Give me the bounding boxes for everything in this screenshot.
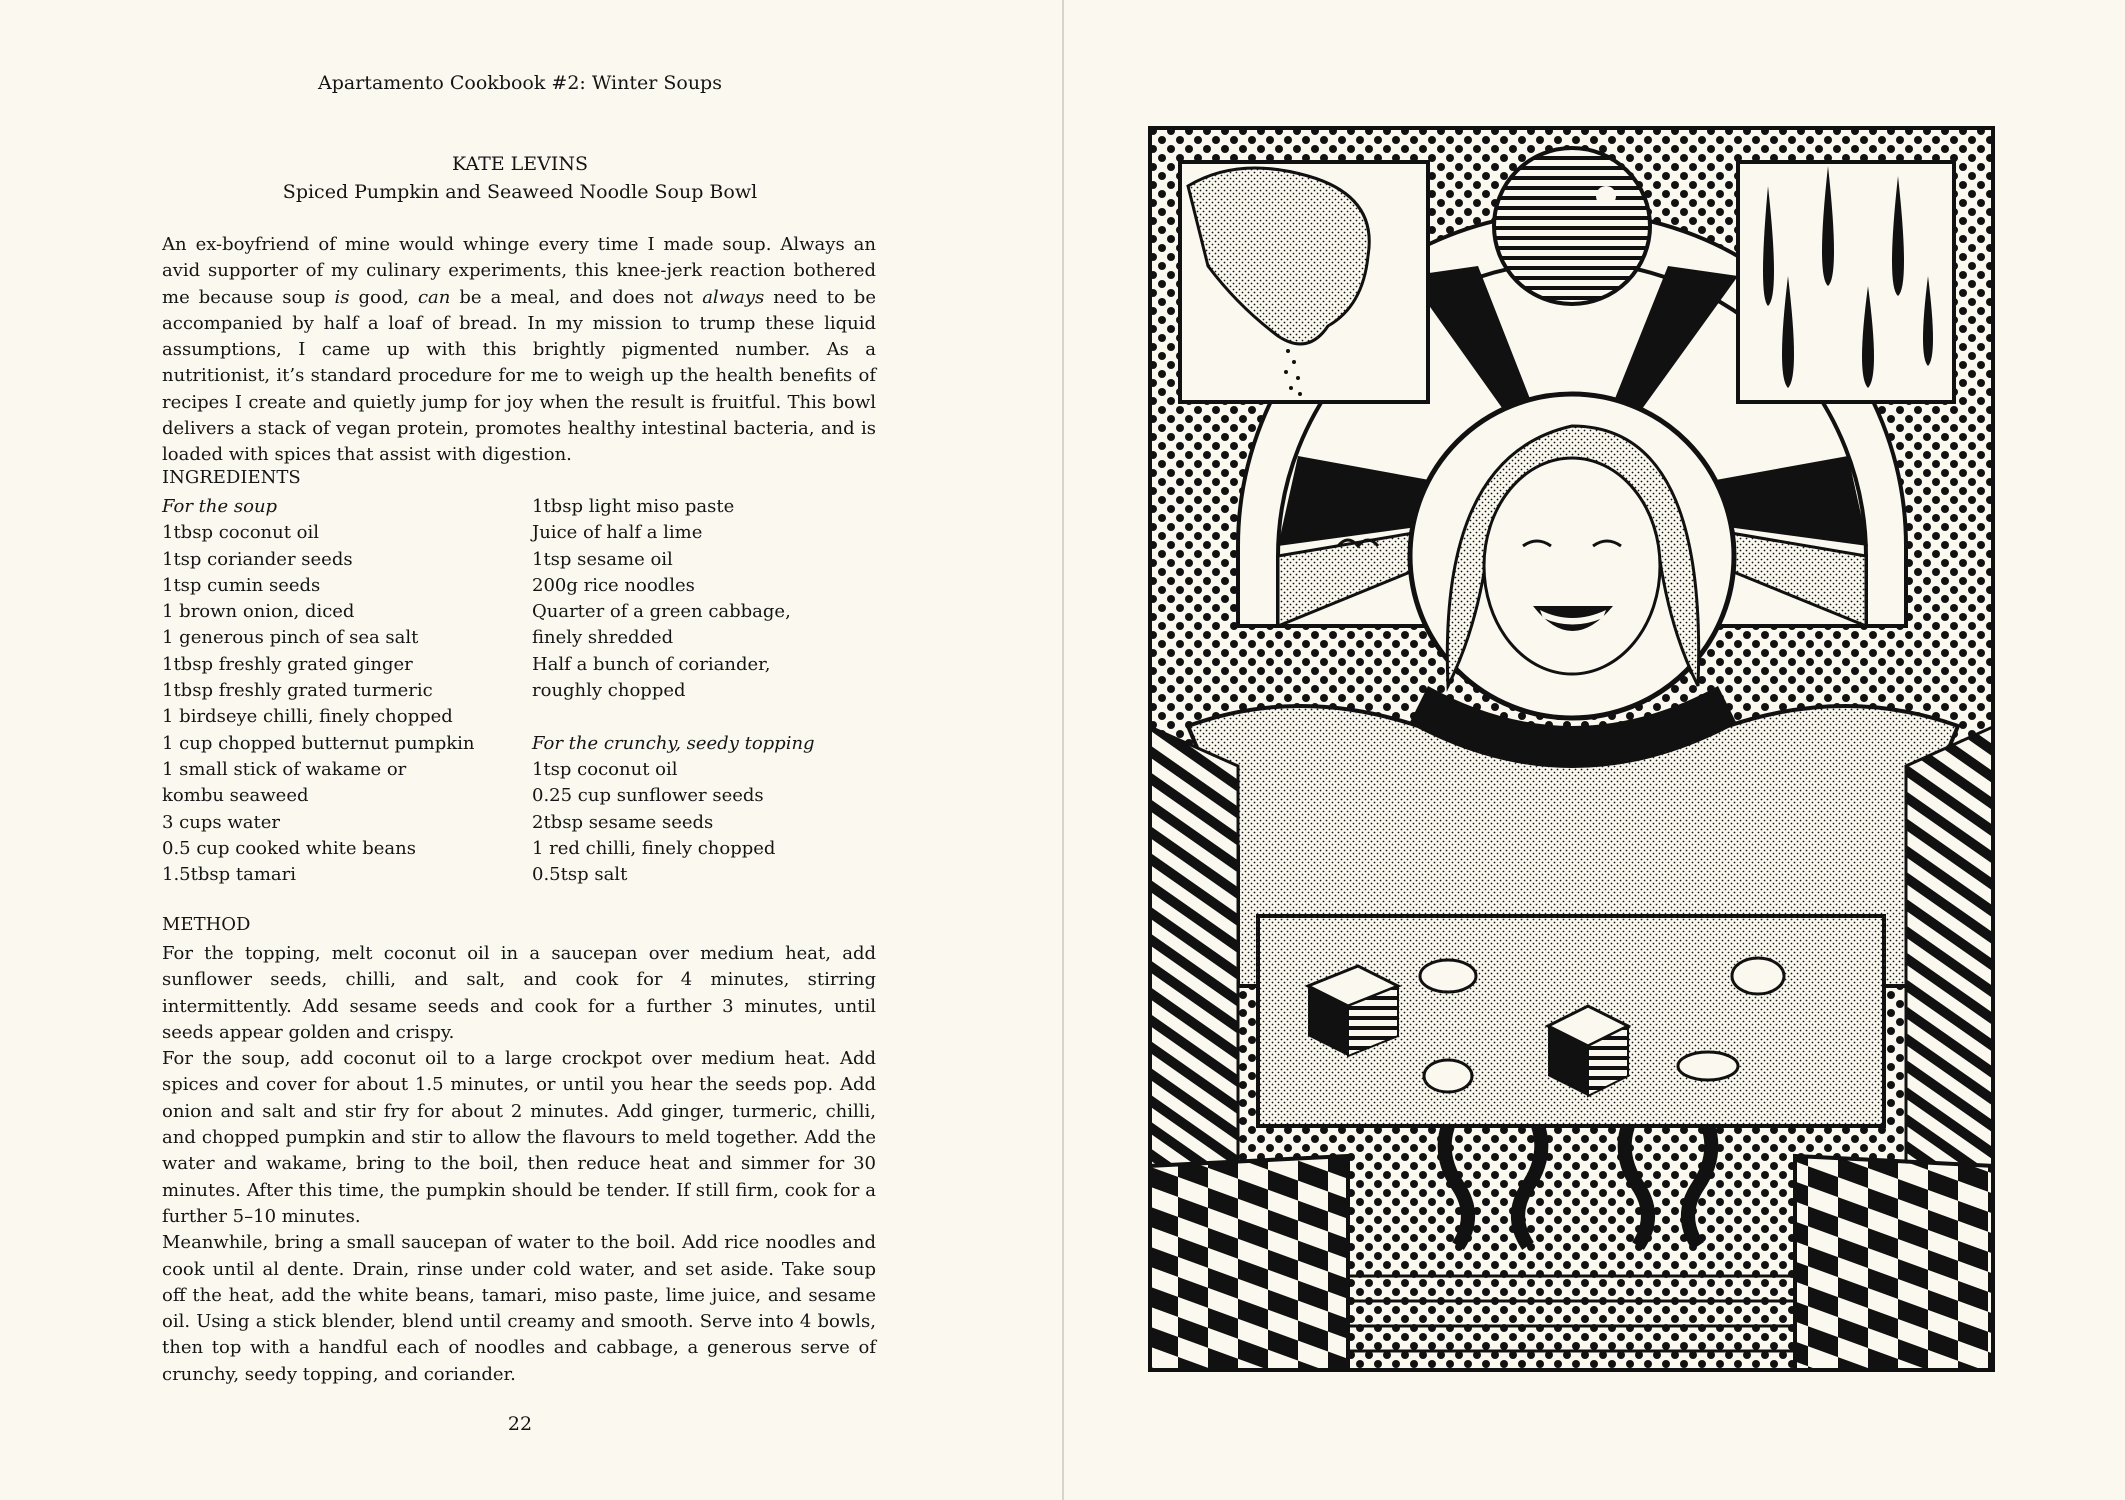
intro-emphasis: always (702, 286, 765, 308)
ingredient-item: 2tbsp sesame seeds (532, 811, 714, 833)
spacer (532, 704, 892, 730)
ingredient-item: 1tbsp coconut oil (162, 522, 320, 544)
ingredient-item: 0.25 cup sunflower seeds (532, 785, 764, 807)
ingredient-item: 1tsp sesame oil (532, 548, 673, 570)
method-step: Meanwhile, bring a small saucepan of water to the boil. Add rice noodles and cook until al dente. Drain, rinse under cold water, and set aside. Take soup off the heat, add the white beans, tamari, miso paste, lime juice, and sesame oil. Using a stick blender, blend until creamy and smooth. Serve into 4 bowls, then top with a handful each of noodles and cabbage, a generous serve of crunchy, seedy topping, and coriander. (162, 1232, 876, 1385)
bean-icon (1732, 958, 1784, 994)
ingredient-item: 1tbsp freshly grated turmeric (162, 680, 433, 702)
ingredient-item: 0.5tsp salt (532, 864, 628, 886)
ingredients-column-left (162, 494, 522, 888)
left-page (0, 0, 1062, 1500)
striped-sun (1494, 148, 1650, 304)
ingredient-item: 3 cups water (162, 811, 280, 833)
bean-icon (1424, 1060, 1472, 1092)
ingredients-column-right (532, 494, 892, 888)
intro-text: need to be accompanied by half a loaf of bread. In my mission to trump these liquid assumptions, I came up with this brightly pigmented number. As a nutritionist, it’s standard procedure for me to weigh up the health benefits of recipes I create and quietly jump for joy when the result is fruitful. This bowl delivers a stack of vegan protein, promotes healthy intestinal bacteria, and is loaded with spices that assist with digestion. (162, 286, 876, 466)
sun-glint (1596, 186, 1616, 206)
ingredient-item: Half a bunch of coriander, (532, 653, 771, 675)
recipe-title: Spiced Pumpkin and Seaweed Noodle Soup Bowl (282, 181, 758, 203)
ingredient-item: kombu seaweed (162, 785, 309, 807)
page-number: 22 (507, 1413, 533, 1435)
intro-text: An ex-boyfriend of mine would whinge every time I made soup. Always an avid supporter of my culinary experiments, this knee-jerk reaction bothered me because soup (162, 234, 876, 308)
author-name: KATE LEVINS (451, 153, 589, 175)
right-stripe-wall (1906, 726, 1995, 1226)
bean-icon (1420, 960, 1476, 992)
left-stripe-wall (1148, 726, 1238, 1226)
ingredient-item: Quarter of a green cabbage, (532, 601, 791, 623)
ingredient-item: 200g rice noodles (532, 574, 695, 596)
ingredient-item: roughly chopped (532, 680, 686, 702)
right-page (1064, 0, 2125, 1500)
method-step: For the topping, melt coconut oil in a saucepan over medium heat, add sunflower seeds, chilli, and salt, and cook for 4 minutes, stirring intermittently. Add sesame seeds and cook for a further 3 minutes, until seeds appear golden and crispy. (162, 943, 876, 1043)
ingredients-heading: INGREDIENTS (162, 467, 301, 488)
checker-pedestal-left (1148, 1156, 1348, 1372)
ingredient-item: 1tsp coriander seeds (162, 548, 353, 570)
topping-subheading: For the crunchy, seedy topping (532, 732, 815, 754)
ingredient-item: Juice of half a lime (532, 522, 703, 544)
ingredient-item: 1tbsp freshly grated ginger (162, 653, 413, 675)
method-text (162, 941, 876, 1388)
method-heading: METHOD (162, 914, 251, 935)
intro-emphasis: can (417, 286, 451, 308)
ingredient-item: 1 small stick of wakame or (162, 758, 407, 780)
ingredient-item: 1 red chilli, finely chopped (532, 837, 776, 859)
intro-emphasis: is (334, 286, 350, 308)
checker-pedestal-right (1795, 1156, 1995, 1372)
intro-text: be a meal, and does not (450, 286, 703, 308)
soup-subheading: For the soup (162, 496, 278, 517)
ingredient-item: 1 brown onion, diced (162, 601, 355, 623)
intro-paragraph (162, 232, 876, 469)
method-step: For the soup, add coconut oil to a large crockpot over medium heat. Add spices and cover for about 1.5 minutes, or until you hear the seeds pop. Add onion and salt and stir fry for about 2 minutes. Add ginger, turmeric, chilli, and chopped pumpkin and stir to allow the flavours to meld together. Add the water and wakame, bring to the boil, then reduce heat and simmer for 30 minutes. After this time, the pumpkin should be tender. If still firm, cook for a further 5–10 minutes. (162, 1048, 876, 1227)
ingredient-item: 1tbsp light miso paste (532, 496, 735, 517)
ingredient-item: 1.5tbsp tamari (162, 864, 296, 886)
ingredient-item: finely shredded (532, 627, 674, 649)
recipe-heading (0, 150, 1040, 206)
running-title: Apartamento Cookbook #2: Winter Soups (318, 72, 722, 94)
face (1484, 458, 1660, 674)
intro-text: good, (349, 286, 418, 308)
ingredient-item: 1 cup chopped butternut pumpkin (162, 732, 475, 754)
ingredient-item: 1 birdseye chilli, finely chopped (162, 706, 453, 728)
portrait-illustration (1148, 126, 1995, 1372)
ingredient-item: 1 generous pinch of sea salt (162, 627, 419, 649)
ingredient-item: 1tsp coconut oil (532, 758, 678, 780)
ingredient-item: 1tsp cumin seeds (162, 574, 321, 596)
bean-icon (1678, 1052, 1738, 1080)
ingredient-item: 0.5 cup cooked white beans (162, 837, 416, 859)
